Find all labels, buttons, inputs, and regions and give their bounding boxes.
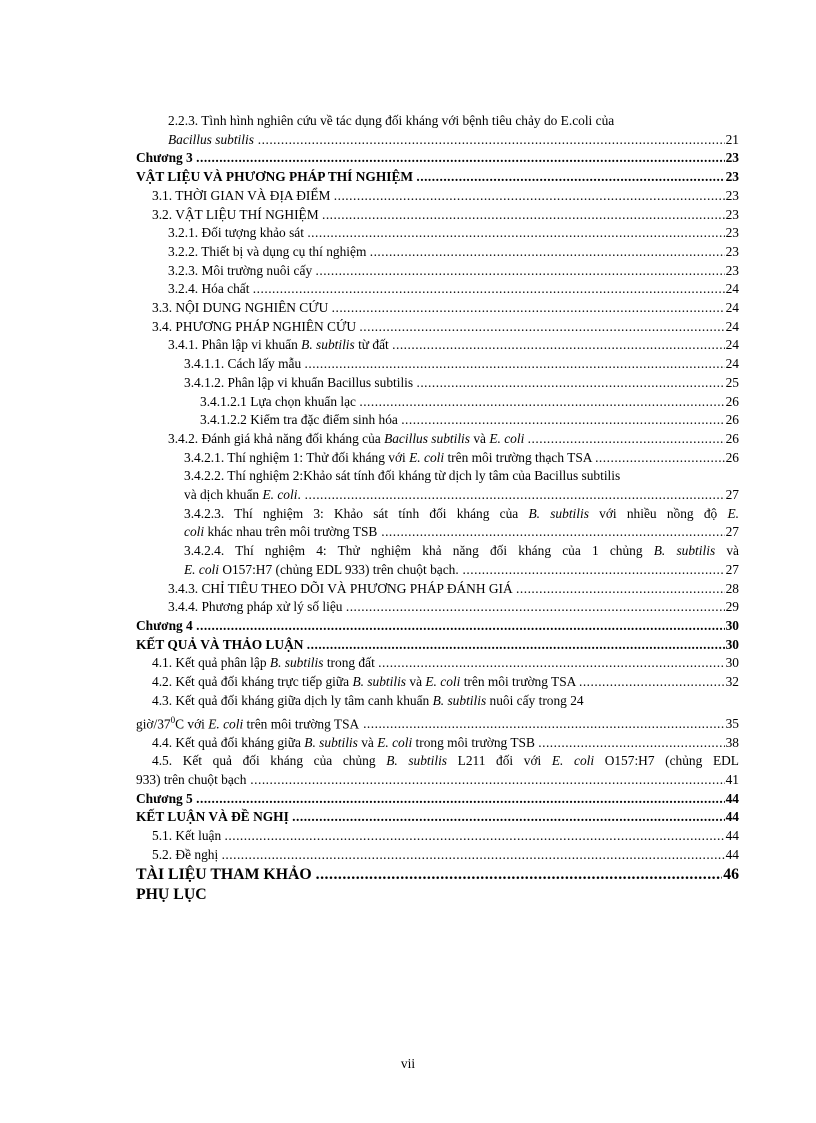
toc-entry-appendix[interactable] [136,885,739,905]
toc-page-number: 23 [725,149,739,168]
toc-entry-3-2[interactable] [136,206,739,225]
toc-page-number: 26 [725,430,739,449]
toc-entry-title: 5.2. Đề nghị [152,846,219,862]
toc-page-number: 23 [725,168,739,187]
toc-entry-5-1[interactable] [136,827,739,846]
toc-page-number: 44 [725,790,739,809]
toc-entry-3-4-1[interactable]: 3.4.1. Phân lập vi khuẩn B. subtilis từ đất 24 ..... [136,336,739,355]
toc-entry-title: KẾT QUẢ VÀ THẢO LUẬN [136,636,304,652]
table-of-contents [136,112,739,905]
toc-entry-3-4-1-1[interactable] [136,355,739,374]
toc-entry-3-4-2-2[interactable]: 3.4.2.2. Thí nghiệm 2:Khảo sát tính đối kháng từ dịch ly tâm của Bacillus subtilis và dịch khuẩn E. coli. ..... 27 [136,467,739,504]
toc-entry-3-3[interactable] [136,299,739,318]
toc-entry-3-4-2[interactable]: 3.4.2. Đánh giá khả năng đối kháng của Bacillus subtilis và E. coli 26 ..... [136,430,739,449]
toc-page-number: 30 [725,636,739,655]
toc-page-number: 27 [725,486,739,505]
toc-entry-title: VẬT LIỆU VÀ PHƯƠNG PHÁP THÍ NGHIỆM [136,169,414,185]
toc-page-number: 41 [725,771,739,790]
toc-entry-title: 3.4.3. CHỈ TIÊU THEO DÕI VÀ PHƯƠNG PHÁP ĐÁNH GIÁ [168,580,513,596]
toc-entry-title: 2.2.3. Tình hình nghiên cứu về tác dụng đối kháng với bệnh tiêu chảy do E.coli của [168,113,615,128]
toc-page-number: 35 [725,715,739,734]
toc-entry-3-4-4[interactable] [136,598,739,617]
toc-entry-title: 5.1. Kết luận [152,828,222,844]
toc-entry-chapter-5-title[interactable] [136,808,739,827]
toc-entry-3-1[interactable] [136,187,739,206]
toc-entry-title: 3.4.1.2.1 Lựa chọn khuẩn lạc [200,393,356,409]
toc-entry-references[interactable] [136,865,739,885]
toc-entry-title: Chương 5 [136,790,193,806]
toc-entry-title: KẾT LUẬN VÀ ĐỀ NGHỊ [136,809,289,825]
toc-page-number: 32 [725,673,739,692]
toc-page-number: 23 [725,224,739,243]
toc-entry-title: 3.2.1. Đối tượng khảo sát [168,225,304,241]
toc-entry-3-4-1-2-2[interactable] [136,411,739,430]
toc-entry-title: 3.2.3. Môi trường nuôi cấy [168,262,313,278]
toc-entry-4-4[interactable]: 4.4. Kết quả đối kháng giữa B. subtilis và E. coli trong môi trường TSB 38 ..... [136,734,739,753]
toc-entry-2-2-3[interactable] [136,112,739,149]
toc-page-number: 27 [725,561,739,580]
toc-page-number: 24 [725,299,739,318]
toc-entry-title: PHỤ LỤC [136,885,207,903]
toc-entry-title: Chương 4 [136,617,193,633]
toc-page-number: 26 [725,449,739,468]
toc-page-number: 29 [725,598,739,617]
toc-entry-3-4-2-1[interactable]: 3.4.2.1. Thí nghiệm 1: Thử đối kháng với E. coli trên môi trường thạch TSA 26 ..... [136,449,739,468]
toc-entry-3-4-1-2-1[interactable] [136,393,739,412]
toc-entry-title: 3.4.1.2.2 Kiểm tra đặc điểm sinh hóa [200,412,398,428]
toc-page-number: 26 [725,393,739,412]
toc-entry-title-cont: Bacillus subtilis [168,131,254,147]
toc-entry-title: 3.4.2.2. Thí nghiệm 2:Khảo sát tính đối kháng từ dịch ly tâm của Bacillus subtilis [184,468,621,484]
toc-entry-chapter-3[interactable] [136,149,739,168]
toc-entry-title: 3.2.2. Thiết bị và dụng cụ thí nghiệm [168,243,367,259]
toc-entry-4-2[interactable]: 4.2. Kết quả đối kháng trực tiếp giữa B. subtilis và E. coli trên môi trường TSA 32 ..... [136,673,739,692]
toc-page-number: 24 [725,318,739,337]
toc-entry-4-5[interactable]: 4.5. Kết quả đối kháng của chủng B. subtilis L211 đối với E. coli O157:H7 (chủng EDL 933) trên chuột bạch ..... 41 [136,752,739,789]
toc-entry-title: 3.2.4. Hóa chất [168,281,250,297]
toc-page-number: 30 [725,617,739,636]
toc-page-number: 24 [725,355,739,374]
toc-page-number: 44 [725,846,739,865]
toc-page-number: 24 [725,280,739,299]
toc-entry-4-1[interactable]: 4.1. Kết quả phân lập B. subtilis trong đất 30 ..... [136,654,739,673]
toc-entry-chapter-3-title[interactable] [136,168,739,187]
page-number: vii [400,1056,416,1071]
toc-entry-title: TÀI LIỆU THAM KHẢO [136,865,312,883]
toc-page-number: 28 [725,580,739,599]
toc-page-number: 23 [725,187,739,206]
toc-page-number: 21 [725,131,739,150]
toc-entry-title: 3.3. NỘI DUNG NGHIÊN CỨU [152,300,329,316]
toc-page-number: 23 [725,262,739,281]
toc-entry-title: 3.4.1.2. Phân lập vi khuẩn Bacillus subtilis [184,374,414,390]
toc-page-number: 38 [725,734,739,753]
toc-entry-3-4-1-2[interactable] [136,374,739,393]
toc-entry-3-4-2-4[interactable]: 3.4.2.4. Thí nghiệm 4: Thử nghiệm khả năng đối kháng của 1 chủng B. subtilis và E. coli O157:H7 (chủng EDL 933) trên chuột bạch. ..... 27 [136,542,739,579]
toc-entry-3-4-2-3[interactable]: 3.4.2.3. Thí nghiệm 3: Khảo sát tính đối kháng của B. subtilis với nhiều nồng độ E. coli khác nhau trên môi trường TSB ..... 27 [136,505,739,542]
toc-page-number: 26 [725,411,739,430]
toc-entry-3-4-3[interactable] [136,580,739,599]
toc-page-number: 27 [725,523,739,542]
toc-page-number: 23 [725,206,739,225]
toc-entry-5-2[interactable] [136,846,739,865]
toc-entry-chapter-5[interactable] [136,790,739,809]
toc-entry-title: 3.4.4. Phương pháp xử lý số liệu [168,599,343,615]
toc-entry-3-2-2[interactable] [136,243,739,262]
toc-entry-title: 3.1. THỜI GIAN VÀ ĐỊA ĐIỂM [152,187,331,203]
toc-page-number: 25 [725,374,739,393]
toc-entry-title: 3.4. PHƯƠNG PHÁP NGHIÊN CỨU [152,318,357,334]
toc-page-number: 46 [723,865,739,883]
toc-entry-title: 3.4.1.1. Cách lấy mẫu [184,356,302,372]
toc-entry-3-4[interactable] [136,318,739,337]
toc-page-number: 44 [725,808,739,827]
toc-entry-chapter-4-title[interactable] [136,636,739,655]
toc-page-number: 23 [725,243,739,262]
toc-page-number: 24 [725,336,739,355]
toc-entry-title: Chương 3 [136,150,193,166]
toc-entry-3-2-3[interactable] [136,262,739,281]
toc-entry-3-2-1[interactable] [136,224,739,243]
toc-entry-title: 3.2. VẬT LIỆU THÍ NGHIỆM [152,206,319,222]
toc-entry-3-2-4[interactable] [136,280,739,299]
toc-page-number: 30 [725,654,739,673]
toc-entry-4-3[interactable]: 4.3. Kết quả đối kháng giữa dịch ly tâm canh khuẩn B. subtilis nuôi cấy trong 24 giờ/$37^0C$ với E. coli trên môi trường TSA ..... 35 [136,692,739,734]
toc-entry-chapter-4[interactable] [136,617,739,636]
toc-page-number: 44 [725,827,739,846]
